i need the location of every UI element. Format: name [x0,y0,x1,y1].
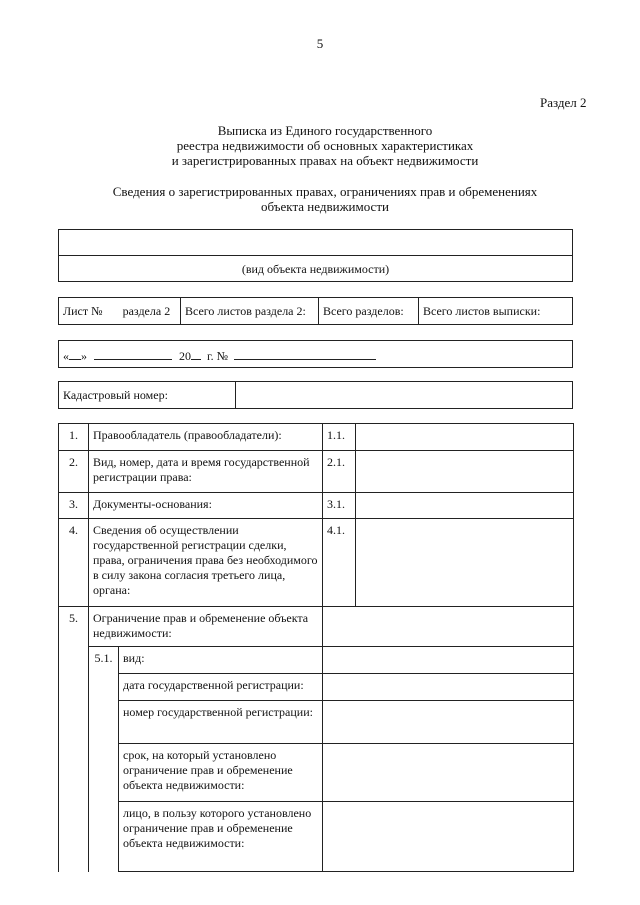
row-number: 1. [59,424,89,451]
document-subtitle [60,184,590,214]
object-type-box [58,229,573,282]
row-number: 3. [59,493,89,519]
total-sheets-section-label: Всего листов раздела 2: [185,304,306,318]
sheet-info-row [58,297,573,325]
table-row [59,493,574,519]
row-value[interactable] [356,424,574,451]
registration-number-field[interactable] [234,348,376,360]
document-title [60,123,590,168]
sub-row-label: срок, на который установлено ограничение прав и обременение объекта недвижимости: [119,744,323,802]
cadastral-number-label: Кадастровый номер: [63,388,168,402]
month-field[interactable] [94,348,172,360]
row-code: 1.1. [323,424,356,451]
total-sections-label: Всего разделов: [323,304,404,318]
table-row [59,607,574,647]
spacer [59,701,89,744]
year-field[interactable] [191,348,201,360]
total-sheets-extract-cell[interactable] [419,298,572,324]
row-label: Вид, номер, дата и время государственной регистрации права: [89,451,323,493]
table-row [59,424,574,451]
page-number: 5 [316,36,324,51]
sub-row-value[interactable] [323,744,574,802]
row-label: Ограничение прав и обременение объекта недвижимости: [89,607,323,647]
title-line: реестра недвижимости об основных характеристиках [176,138,474,153]
sub-row-code: 5.1. [89,647,119,674]
spacer [89,674,119,701]
row-value[interactable] [356,451,574,493]
spacer [89,744,119,802]
row-label: Сведения об осуществлении государственной регистрации сделки, права, ограничения права без необходимого в силу закона согласия третьего лица, органа: [89,519,323,607]
sub-row-label: номер государственной регистрации: [119,701,323,744]
year-prefix: 20 [179,349,191,363]
sub-row-value[interactable] [323,802,574,872]
section-label: Раздел 2 [540,95,587,110]
day-field[interactable] [69,348,81,360]
divider [235,382,236,408]
spacer [89,802,119,872]
row-value[interactable] [323,607,574,647]
spacer [59,647,89,674]
table-row [59,519,574,607]
row-number: 2. [59,451,89,493]
spacer [59,674,89,701]
open-quote: « [63,349,69,363]
row-value[interactable] [356,519,574,607]
sub-row-label: лицо, в пользу которого установлено ограничение прав и обременение объекта недвижимости: [119,802,323,872]
sheet-number-cell[interactable] [59,298,181,324]
row-number: 5. [59,607,89,647]
table-row [59,451,574,493]
spacer [89,701,119,744]
sheet-section-label: раздела 2 [122,304,171,318]
sub-row [59,647,574,674]
row-code: 4.1. [323,519,356,607]
sub-row [59,744,574,802]
subtitle-line: Сведения о зарегистрированных правах, ограничениях прав и обременениях [112,184,538,199]
row-number: 4. [59,519,89,607]
total-sections-cell[interactable] [319,298,419,324]
object-type-caption: (вид объекта недвижимости) [241,262,390,276]
sub-row-value[interactable] [323,701,574,744]
divider [59,255,572,256]
row-value[interactable] [356,493,574,519]
sub-row [59,802,574,872]
subtitle-line: объекта недвижимости [261,199,389,214]
row-label: Документы-основания: [89,493,323,519]
sub-row-value[interactable] [323,647,574,674]
cadastral-number-row [58,381,573,409]
cadastral-number-field[interactable] [239,388,568,404]
spacer [59,744,89,802]
number-label: г. № [207,349,229,363]
close-quote: » [81,349,87,363]
object-type-field[interactable] [63,235,568,251]
row-code: 2.1. [323,451,356,493]
date-number-row [58,340,573,368]
sub-row-value[interactable] [323,674,574,701]
row-code: 3.1. [323,493,356,519]
total-sheets-extract-label: Всего листов выписки: [423,304,541,318]
title-line: и зарегистрированных правах на объект недвижимости [171,153,479,168]
title-line: Выписка из Единого государственного [217,123,433,138]
row-label: Правообладатель (правообладатели): [89,424,323,451]
sub-row-label: вид: [119,647,323,674]
rights-table [58,423,574,872]
total-sheets-section-cell[interactable] [181,298,319,324]
sub-row [59,674,574,701]
sub-row-label: дата государственной регистрации: [119,674,323,701]
spacer [59,802,89,872]
sub-row [59,701,574,744]
sheet-number-label: Лист № [63,304,103,318]
